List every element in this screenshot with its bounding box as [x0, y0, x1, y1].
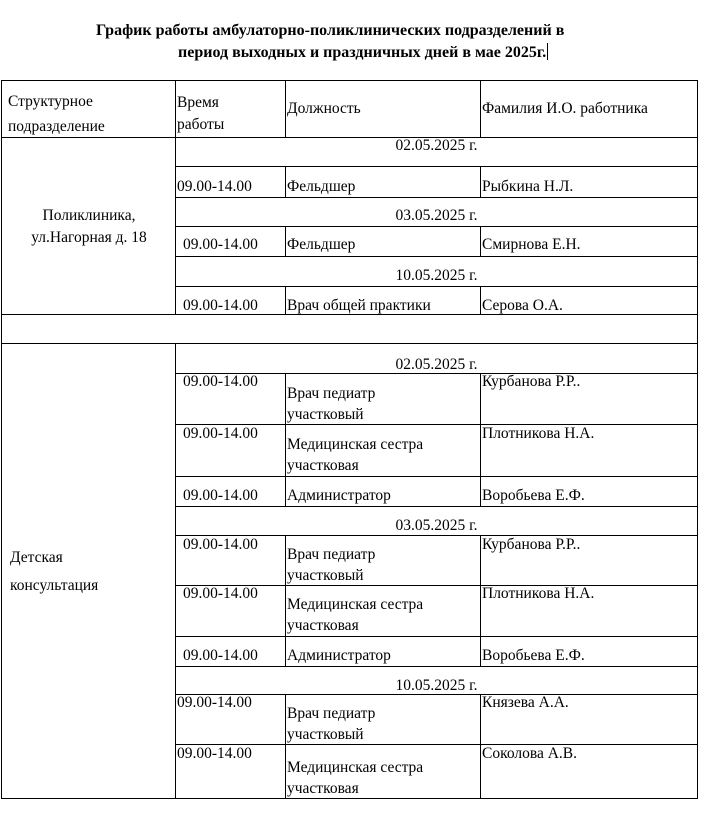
column-border	[480, 226, 481, 257]
date-row: 02.05.2025 г.	[395, 356, 478, 373]
row-border	[175, 226, 698, 227]
cell-position-line: Медицинская сестра	[287, 759, 424, 776]
header-name: Фамилия И.О. работника	[482, 100, 648, 117]
date-row: 10.05.2025 г.	[395, 677, 478, 694]
cell-time: 09.00-14.00	[183, 536, 258, 553]
cell-position-line: участковый	[287, 726, 364, 743]
header-time-line: Время	[177, 94, 219, 111]
column-border	[480, 80, 481, 138]
cell-position-line: Врач педиатр	[287, 546, 376, 563]
date-row: 10.05.2025 г.	[395, 267, 478, 284]
header-unit	[8, 89, 105, 139]
row-border	[175, 636, 698, 637]
cell-name: Плотникова Н.А.	[482, 425, 595, 442]
cell-position	[287, 703, 375, 745]
cell-name: Воробьева Е.Ф.	[482, 487, 585, 504]
unit-polyclinic-line: Поликлиника,	[42, 207, 136, 224]
cell-name: Соколова А.В.	[482, 745, 578, 762]
cell-time: 09.00-14.00	[183, 297, 258, 314]
cell-name: Воробьева Е.Ф.	[482, 647, 585, 664]
unit-polyclinic-line: ул.Нагорная д. 18	[31, 229, 147, 246]
column-border	[285, 694, 286, 799]
cell-position: Фельдшер	[287, 236, 356, 253]
unit-polyclinic	[3, 205, 175, 249]
row-border	[175, 506, 698, 507]
cell-name: Князева А.А.	[482, 694, 569, 711]
cell-position-line: участковый	[287, 406, 364, 423]
row-border	[175, 256, 698, 257]
header-time-line: работы	[177, 116, 225, 133]
column-border	[285, 80, 286, 138]
cell-time: 09.00-14.00	[177, 694, 252, 711]
column-border	[285, 373, 286, 507]
header-unit-line: подразделение	[8, 118, 105, 135]
cell-position-line: Врач педиатр	[287, 385, 376, 402]
cell-time: 09.00-14.00	[177, 178, 252, 195]
cell-time: 09.00-14.00	[183, 585, 258, 602]
cell-time: 09.00-14.00	[183, 487, 258, 504]
cell-time: 09.00-14.00	[183, 373, 258, 390]
cell-position	[287, 757, 423, 799]
column-border	[285, 166, 286, 197]
table-border	[1, 80, 2, 799]
cell-position-line: участковая	[287, 780, 359, 797]
table-border	[1, 343, 698, 344]
header-position: Должность	[287, 100, 361, 117]
column-border	[285, 535, 286, 667]
date-row: 03.05.2025 г.	[395, 517, 478, 534]
cell-position	[287, 594, 423, 636]
row-border	[175, 197, 698, 198]
row-border	[175, 286, 698, 287]
unit-children-line: Детская	[10, 549, 63, 566]
unit-children	[10, 544, 98, 600]
column-border	[480, 373, 481, 507]
cell-time: 09.00-14.00	[183, 647, 258, 664]
cell-position: Фельдшер	[287, 178, 356, 195]
row-border	[175, 166, 698, 167]
cell-position-line: участковая	[287, 617, 359, 634]
cell-position-line: Медицинская сестра	[287, 596, 424, 613]
row-border	[175, 476, 698, 477]
row-border	[175, 666, 698, 667]
cell-name: Плотникова Н.А.	[482, 585, 595, 602]
column-border	[480, 286, 481, 315]
title-line-2	[178, 42, 548, 64]
cell-name: Курбанова Р.Р..	[482, 536, 581, 553]
cell-position-line: Медицинская сестра	[287, 436, 424, 453]
column-border	[285, 226, 286, 257]
date-row: 02.05.2025 г.	[395, 137, 478, 154]
title-line-2-text: период выходных и праздничных дней в мае 2025г.	[178, 44, 547, 61]
cell-position	[287, 383, 375, 425]
cell-position	[287, 544, 375, 586]
cell-position-line: участковая	[287, 457, 359, 474]
cell-name: Рыбкина Н.Л.	[482, 178, 574, 195]
cell-position-line: Врач педиатр	[287, 705, 376, 722]
cell-time: 09.00-14.00	[183, 236, 258, 253]
cell-name: Курбанова Р.Р..	[482, 373, 581, 390]
title-line-1: График работы амбулаторно-поликлинических подразделений в	[96, 22, 565, 39]
cell-time: 09.00-14.00	[183, 425, 258, 442]
cell-position-line: участковый	[287, 567, 364, 584]
cell-position	[287, 434, 423, 476]
table-border	[1, 80, 698, 81]
column-border	[480, 535, 481, 667]
cell-time: 09.00-14.00	[177, 745, 252, 762]
column-border	[480, 694, 481, 799]
column-border	[175, 343, 176, 799]
cell-name: Серова О.А.	[482, 297, 563, 314]
cell-position: Администратор	[287, 487, 391, 504]
date-row: 03.05.2025 г.	[395, 207, 478, 224]
cell-name: Смирнова Е.Н.	[482, 236, 581, 253]
cell-position: Врач общей практики	[287, 297, 431, 314]
header-unit-line: Структурное	[8, 93, 93, 110]
cell-position: Администратор	[287, 647, 391, 664]
row-border	[175, 744, 698, 745]
column-border	[285, 286, 286, 315]
column-border	[480, 166, 481, 197]
text-cursor	[547, 43, 548, 60]
unit-children-line: консультация	[10, 577, 99, 594]
header-time	[177, 92, 224, 136]
